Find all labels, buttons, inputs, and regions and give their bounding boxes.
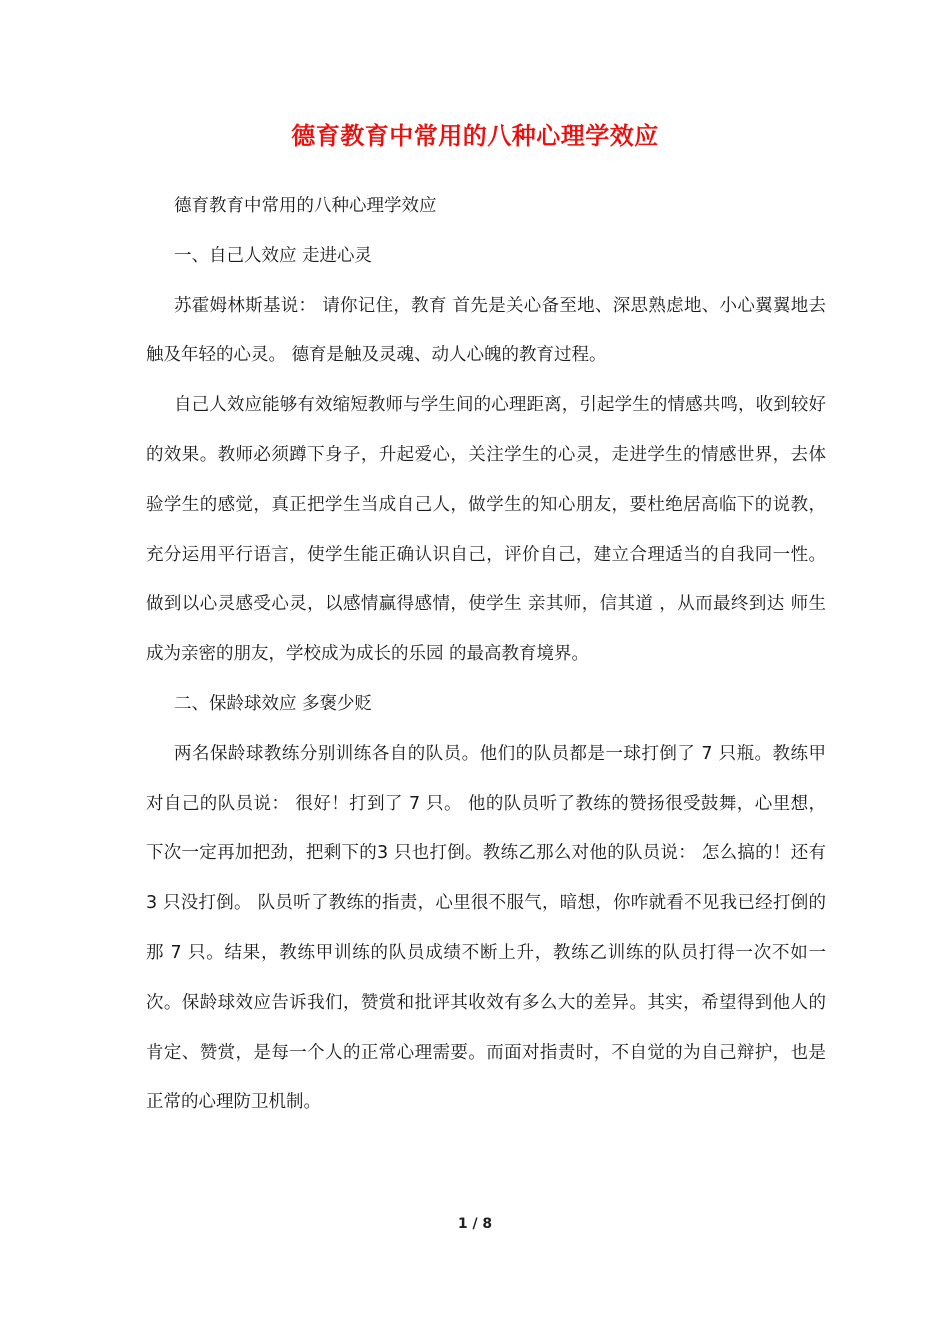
paragraph: 自己人效应能够有效缩短教师与学生间的心理距离，引起学生的情感共鸣，收到较好的效果。教师必须蹲下身子，升起爱心，关注学生的心灵，走进学生的情感世界，去体验学生的感觉，真正把学生当成自己人，做学生的知心朋友，要杜绝居高临下的说教，充分运用平行语言，使学生能正确认识自己，评价自己，建立合理适当的自我同一性。做到以心灵感受心灵，以感情赢得感情，使学生 亲其师，信其道 ，从而最终到达 师生成为亲密的朋友，学校成为成长的乐园 的最高教育境界。 [146,395,826,665]
document-title: 德育教育中常用的八种心理学效应 [291,122,659,150]
section-heading-1: 一、自己人效应 走进心灵 [174,245,373,266]
paragraph: 两名保龄球教练分别训练各自的队员。他们的队员都是一球打倒了 7 只瓶。教练甲对自己的队员说： 很好！打到了 7 只。 他的队员听了教练的赞扬很受鼓舞，心里想，下次一定再加把劲，把剩下的3 只也打倒。教练乙那么对他的队员说： 怎么搞的！还有 3 只没打倒。 队员听了教练的指责，心里很不服气，暗想，你咋就看不见我已经打倒的那 7 只。结果，教练甲训练的队员成绩不断上升，教练乙训练的队员打得一次不如一次。保龄球效应告诉我们，赞赏和批评其收效有多么大的差异。其实，希望得到他人的肯定、赞赏，是每一个人的正常心理需要。而面对指责时，不自觉的为自己辩护，也是正常的心理防卫机制。 [146,743,826,1113]
paragraph-subtitle: 德育教育中常用的八种心理学效应 [174,196,437,216]
page-number: 1 / 8 [457,1216,493,1232]
document-body [146,182,826,1128]
paragraph: 苏霍姆林斯基说： 请你记住，教育 首先是关心备至地、深思熟虑地、小心翼翼地去触及年轻的心灵。 德育是触及灵魂、动人心魄的教育过程。 [146,295,826,366]
section-heading-2: 二、保龄球效应 多褒少贬 [174,693,373,714]
